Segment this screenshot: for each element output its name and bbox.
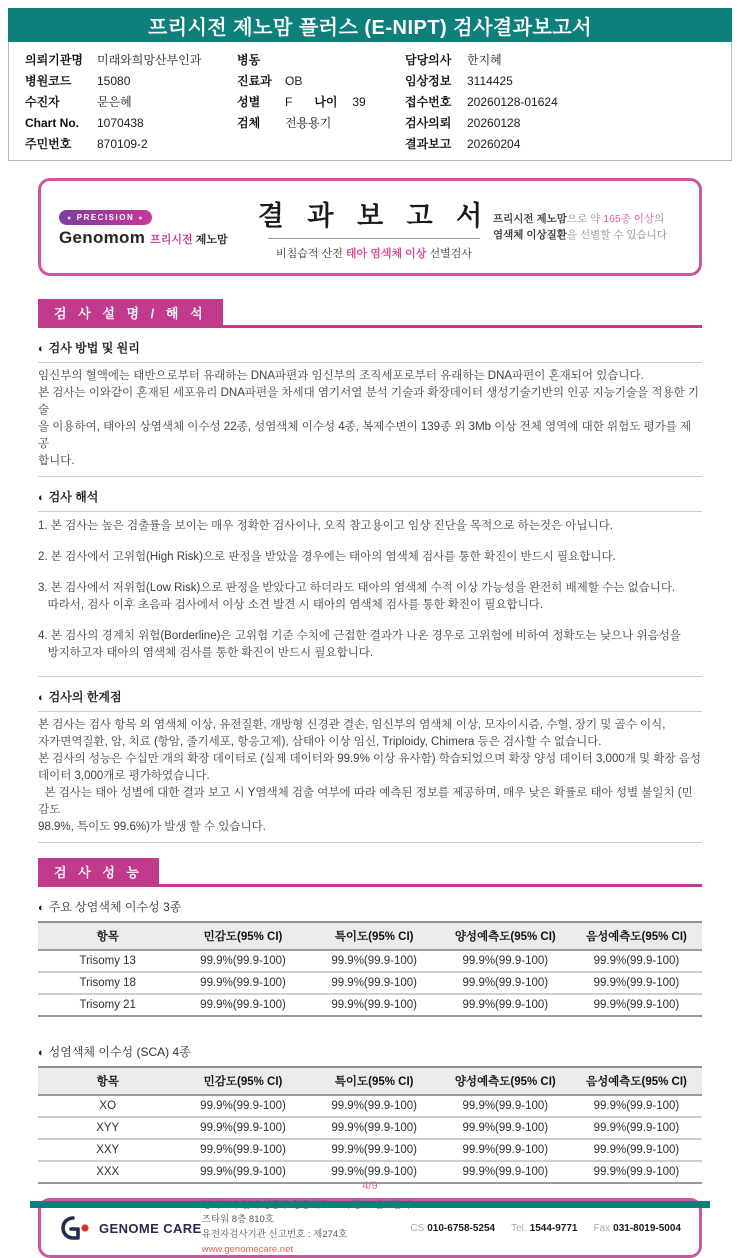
- license-line: 유전자검사기관 신고번호 : 제274호: [201, 1229, 348, 1240]
- info-row: 검사의뢰 20260128: [405, 115, 521, 130]
- table-row: XXY 99.9%(99.9-100) 99.9%(99.9-100) 99.9%(99.9-100) 99.9%(99.9-100): [38, 1139, 702, 1161]
- divider: [38, 676, 702, 677]
- info-row: Chart No. 1070438: [25, 115, 144, 130]
- info-row: 병원코드 15080: [25, 73, 131, 88]
- text-line: 본 검사는 검사 항목 외 염색체 이상, 유전질환, 개방형 신경관 결손, 임신부의 염색체 이상, 모자이시즘, 수혈, 장기 및 골수 이식,: [38, 719, 666, 731]
- sca-performance-table: [38, 1066, 702, 1184]
- patient-info-column-left: [25, 49, 237, 154]
- page-number: 4/9: [362, 1180, 378, 1192]
- divider: [38, 842, 702, 843]
- autosomal-performance-table: [38, 921, 702, 1017]
- section-title: 검 사 설 명 / 해 석: [38, 299, 223, 325]
- patient-info-column-right: [405, 49, 715, 154]
- table-row: Trisomy 18 99.9%(99.9-100) 99.9%(99.9-100) 99.9%(99.9-100) 99.9%(99.9-100): [38, 972, 702, 994]
- report-banner-title: 결 과 보 고 서: [257, 200, 491, 231]
- brand-kr: 제노맘: [195, 233, 228, 246]
- text-line: 데이터 3,000개로 평가하였습니다.: [38, 770, 210, 782]
- section-header-performance: [38, 858, 702, 887]
- text-line: 본 검사의 성능은 수십만 개의 확장 데이터로 (실제 데이터와 99.9% 이상 유사함) 학습되었으며 확장 양성 데이터 3,000개 및 확장 음성: [38, 753, 701, 765]
- list-item: 2. 본 검사에서 고위험(High Risk)으로 판정을 받았을 경우에는 태아의 염색체 검사를 통한 확진이 반드시 필요합니다.: [38, 551, 616, 563]
- column-header: 항목: [38, 922, 177, 950]
- list-item: 3. 본 검사에서 저위험(Low Risk)으로 판정을 받았다고 하더라도 태아의 염색체 수적 이상 가능성을 완전히 배제할 수는 없습니다. 따라서, 검사 이후 초음파 검사에서 이상 소견 발견 시 태아의 염색체 검사를 통한 확진이 필요합니다.: [38, 582, 676, 611]
- info-row: 주민번호 870109-2: [25, 136, 148, 151]
- subsection-limitations-heading: ◐ 검사의 한계점: [38, 690, 122, 704]
- text-line: 본 검사는 태아 성별에 대한 결과 보고 시 Y염색체 검출 여부에 따라 예측된 정보를 제공하며, 매우 낮은 확률로 태아 성별 불일치 (민감도: [38, 787, 693, 816]
- half-circle-bullet-icon: ◐: [38, 902, 45, 914]
- column-header: 양성예측도(95% CI): [440, 1067, 571, 1095]
- report-title-banner: [8, 8, 732, 42]
- next-page-banner-edge: [30, 1201, 710, 1208]
- genome-care-logo-text: GENOME CARE: [99, 1220, 202, 1236]
- genome-care-logo: [59, 1215, 202, 1241]
- fax-contact: Fax 031-8019-5004: [593, 1222, 681, 1234]
- column-header: 특이도(95% CI): [309, 922, 440, 950]
- section-header-explanation: [38, 299, 702, 328]
- precision-badge: ● PRECISION ●: [59, 210, 152, 225]
- table-row: XYY 99.9%(99.9-100) 99.9%(99.9-100) 99.9%(99.9-100) 99.9%(99.9-100): [38, 1117, 702, 1139]
- brand-kr-accent: 프리시전: [150, 233, 193, 246]
- column-header: 양성예측도(95% CI): [440, 922, 571, 950]
- report-banner-tagline: 프리시전 제노맘으로 약 165종 이상의 염색체 이상질환을 선별할 수 있습니다: [493, 212, 667, 241]
- info-row: 임상정보 3114425: [405, 73, 513, 88]
- text-line: 본 검사는 이와같이 혼재된 세포유리 DNA파편을 차세대 염기서열 분석 기술과 확장데이터 생성기술기반의 인공 지능기술을 적용한 기술: [38, 387, 699, 416]
- table-row: Trisomy 13 99.9%(99.9-100) 99.9%(99.9-100) 99.9%(99.9-100) 99.9%(99.9-100): [38, 950, 702, 972]
- text-line: 합니다.: [38, 455, 75, 467]
- half-circle-bullet-icon: ◐: [38, 343, 45, 355]
- column-header: 민감도(95% CI): [177, 1067, 308, 1095]
- text-line: 98.9%, 특이도 99.6%)가 발생 할 수 있습니다.: [38, 821, 266, 833]
- text-line: 임신부의 혈액에는 태반으로부터 유래하는 DNA파편과 임신부의 조직세포로부터 유래하는 DNA파편이 혼재되어 있습니다.: [38, 370, 644, 382]
- website-link[interactable]: www.genomecare.net: [201, 1243, 293, 1255]
- brand-name: Genomom: [59, 227, 146, 247]
- result-report-banner: [38, 178, 702, 276]
- info-row: 수진자 문은혜: [25, 95, 132, 109]
- table-header-row: [38, 1067, 702, 1095]
- info-row: 접수번호 20260128-01624: [405, 94, 558, 109]
- title-underline: [268, 238, 480, 239]
- info-row: 결과보고 20260204: [405, 136, 521, 151]
- divider: [38, 362, 702, 363]
- section-title: 검 사 성 능: [38, 858, 159, 884]
- info-row: 진료과 OB: [237, 73, 303, 88]
- column-header: 특이도(95% CI): [309, 1067, 440, 1095]
- text-line: 자가면역질환, 암, 치료 (항암, 줄기세포, 항응고제), 삼태아 이상 임신, Triploidy, Chimera 등은 검사할 수 없습니다.: [38, 736, 602, 748]
- report-banner-center: [255, 194, 493, 261]
- column-header: 음성예측도(95% CI): [571, 1067, 702, 1095]
- report-title: 프리시전 제노맘 플러스 (E-NIPT) 검사결과보고서: [147, 16, 593, 39]
- subsection-method-heading: ◐ 검사 방법 및 원리: [38, 341, 140, 355]
- info-row: 담당의사 한지혜: [405, 53, 502, 67]
- info-row: 검체 전용용기: [237, 116, 332, 130]
- table1-heading: ◐ 주요 상염색체 이수성 3종: [38, 900, 182, 914]
- genome-care-logo-icon: [59, 1215, 93, 1241]
- table-row: XO 99.9%(99.9-100) 99.9%(99.9-100) 99.9%(99.9-100) 99.9%(99.9-100): [38, 1095, 702, 1117]
- table-header-row: [38, 922, 702, 950]
- column-header: 항목: [38, 1067, 177, 1095]
- table-row: XXX 99.9%(99.9-100) 99.9%(99.9-100) 99.9%(99.9-100) 99.9%(99.9-100): [38, 1161, 702, 1183]
- report-banner-subtitle: 비침습적 산전 태아 염색체 이상 선별검사: [276, 247, 472, 260]
- method-paragraph: [38, 368, 702, 470]
- info-row: 성별 F 나이 39: [237, 94, 366, 109]
- divider: [38, 711, 702, 712]
- limitations-paragraph: [38, 717, 702, 836]
- text-line: 을 이용하여, 태아의 상염색체 이수성 22종, 성염색체 이수성 4종, 복제수변이 139종 외 3Mb 이상 전체 영역에 대한 위험도 평가를 제공: [38, 421, 692, 450]
- column-header: 음성예측도(95% CI): [571, 922, 702, 950]
- divider: [38, 511, 702, 512]
- column-header: 민감도(95% CI): [177, 922, 308, 950]
- patient-info-column-middle: [237, 49, 405, 154]
- tel-contact: Tel. 1544-9771: [511, 1222, 578, 1234]
- half-circle-bullet-icon: ◐: [38, 492, 45, 504]
- footer-contacts: [410, 1223, 681, 1234]
- info-row: 병동: [237, 53, 261, 67]
- list-item: 1. 본 검사는 높은 검출률을 보이는 매우 정확한 검사이나, 오직 참고용이고 임상 진단을 목적으로 하는것은 아닙니다.: [38, 520, 613, 532]
- brand-line: [59, 228, 255, 248]
- divider: [38, 476, 702, 477]
- cs-contact: CS 010-6758-5254: [410, 1222, 496, 1234]
- half-circle-bullet-icon: ◐: [38, 692, 45, 704]
- genomom-logo: [59, 207, 255, 248]
- half-circle-bullet-icon: ◐: [38, 1047, 45, 1059]
- interpretation-items: [38, 518, 702, 662]
- patient-info-section: [8, 42, 732, 161]
- address-line: 즈타워 8층 810호: [201, 1214, 274, 1226]
- info-row: 의뢰기관명 미래와희망산부인과: [25, 53, 202, 67]
- table2-heading: ◐ 성염색체 이수성 (SCA) 4종: [38, 1045, 191, 1059]
- list-item: 4. 본 검사의 경계치 위험(Borderline)은 고위험 기준 수치에 근접한 결과가 나온 경우로 고위험에 비하여 정확도는 낮으나 위음성을 방지하고자 태아의 염색체 검사를 통한 확진이 반드시 필요합니다.: [38, 630, 681, 659]
- subsection-interpretation-heading: ◐ 검사 해석: [38, 490, 99, 504]
- table-row: Trisomy 21 99.9%(99.9-100) 99.9%(99.9-100) 99.9%(99.9-100) 99.9%(99.9-100): [38, 994, 702, 1016]
